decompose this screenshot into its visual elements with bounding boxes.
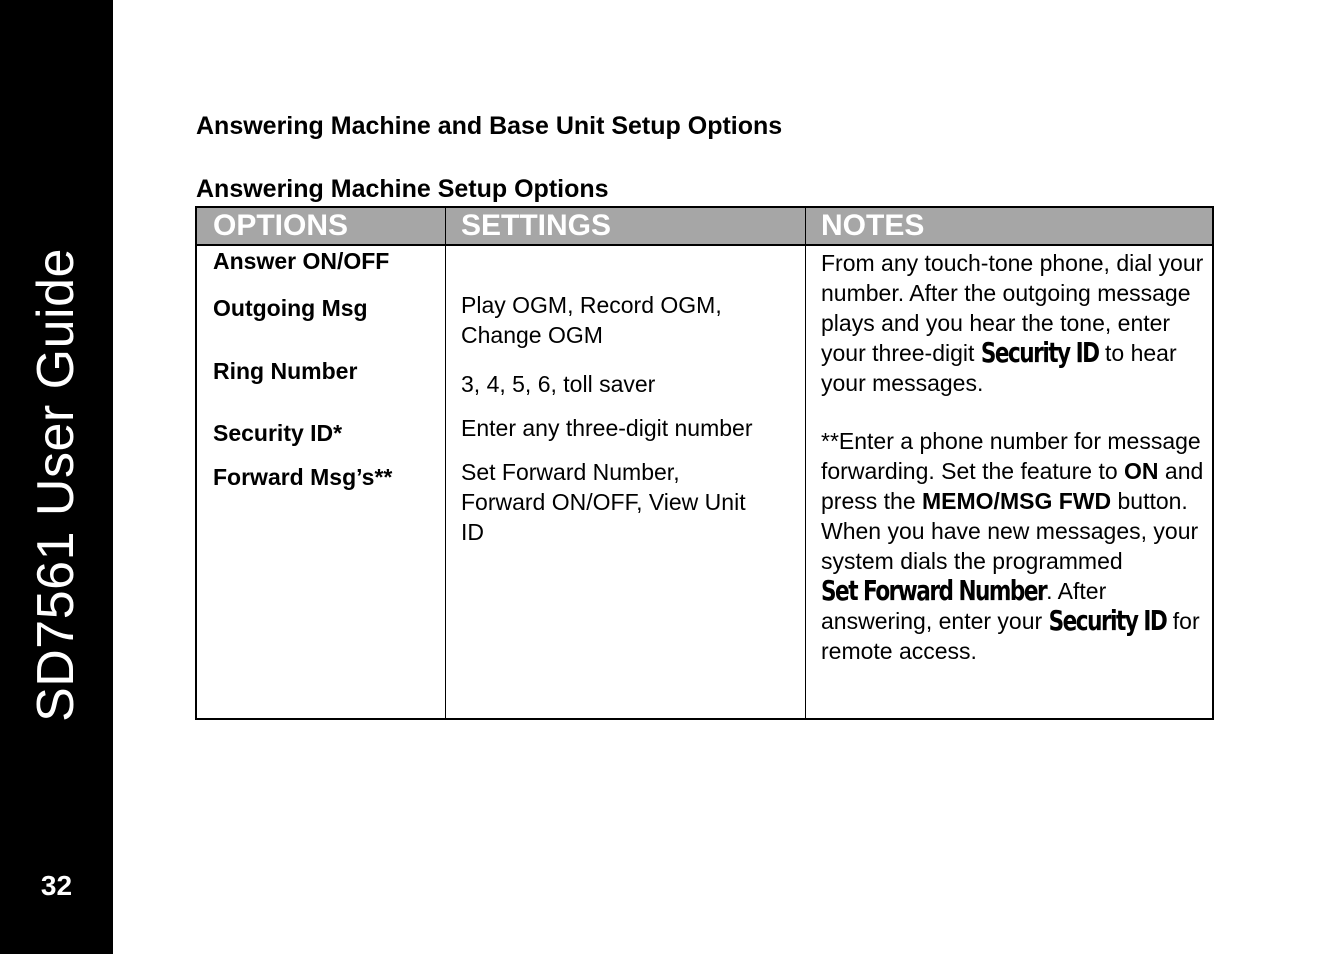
note-text: From any touch-tone phone, dial your number. After the outgoing message plays and you hear the tone, enter your three-digit xyxy=(821,250,1204,366)
note-text: to hear your messages. xyxy=(821,340,1177,396)
note-remote-access xyxy=(821,248,1206,398)
table-title: Answering Machine Setup Options xyxy=(196,175,609,203)
header-notes: NOTES xyxy=(821,209,925,242)
bold-term: ON xyxy=(1124,458,1159,484)
setting-outgoing-msg xyxy=(461,290,791,350)
lcd-term: Set Forward Number xyxy=(821,574,1047,608)
setting-line: ID xyxy=(461,519,484,545)
page-number: 32 xyxy=(40,870,73,901)
setting-line: Change OGM xyxy=(461,322,603,348)
table-header xyxy=(197,208,1212,246)
option-forward-msgs: Forward Msg’s** xyxy=(213,464,393,490)
note-text: button. When you have new messages, your system dials the programmed xyxy=(821,488,1199,574)
note-text: and press the xyxy=(821,458,1204,514)
options-table xyxy=(195,206,1214,720)
sidebar xyxy=(0,0,113,954)
note-text: **Enter a phone number for message forwarding. Set the feature to xyxy=(821,428,1201,484)
setting-line: Forward ON/OFF, View Unit xyxy=(461,489,746,515)
guide-title: SD7561 User Guide xyxy=(27,248,85,722)
note-text: . After answering, enter your xyxy=(821,578,1107,634)
option-answer-on-off: Answer ON/OFF xyxy=(213,248,390,274)
note-forwarding xyxy=(821,426,1206,666)
setting-ring-number: 3, 4, 5, 6, toll saver xyxy=(461,371,656,397)
option-ring-number: Ring Number xyxy=(213,358,358,384)
note-text: for remote access. xyxy=(821,608,1200,664)
setting-security-id: Enter any three-digit number xyxy=(461,415,753,441)
option-outgoing-msg: Outgoing Msg xyxy=(213,295,368,321)
header-options: OPTIONS xyxy=(213,209,349,242)
setting-line: Set Forward Number, xyxy=(461,459,680,485)
option-security-id: Security ID* xyxy=(213,420,343,446)
lcd-term: Security ID xyxy=(980,336,1099,370)
header-settings: SETTINGS xyxy=(461,209,612,242)
setting-forward-msgs xyxy=(461,457,791,547)
column-divider xyxy=(445,208,446,718)
notes-column xyxy=(821,248,1206,666)
lcd-term: Security ID xyxy=(1048,604,1167,638)
button-name: MEMO/MSG FWD xyxy=(922,488,1112,514)
column-divider xyxy=(805,208,806,718)
setting-line: Play OGM, Record OGM, xyxy=(461,292,722,318)
section-heading: Answering Machine and Base Unit Setup Options xyxy=(196,112,783,140)
